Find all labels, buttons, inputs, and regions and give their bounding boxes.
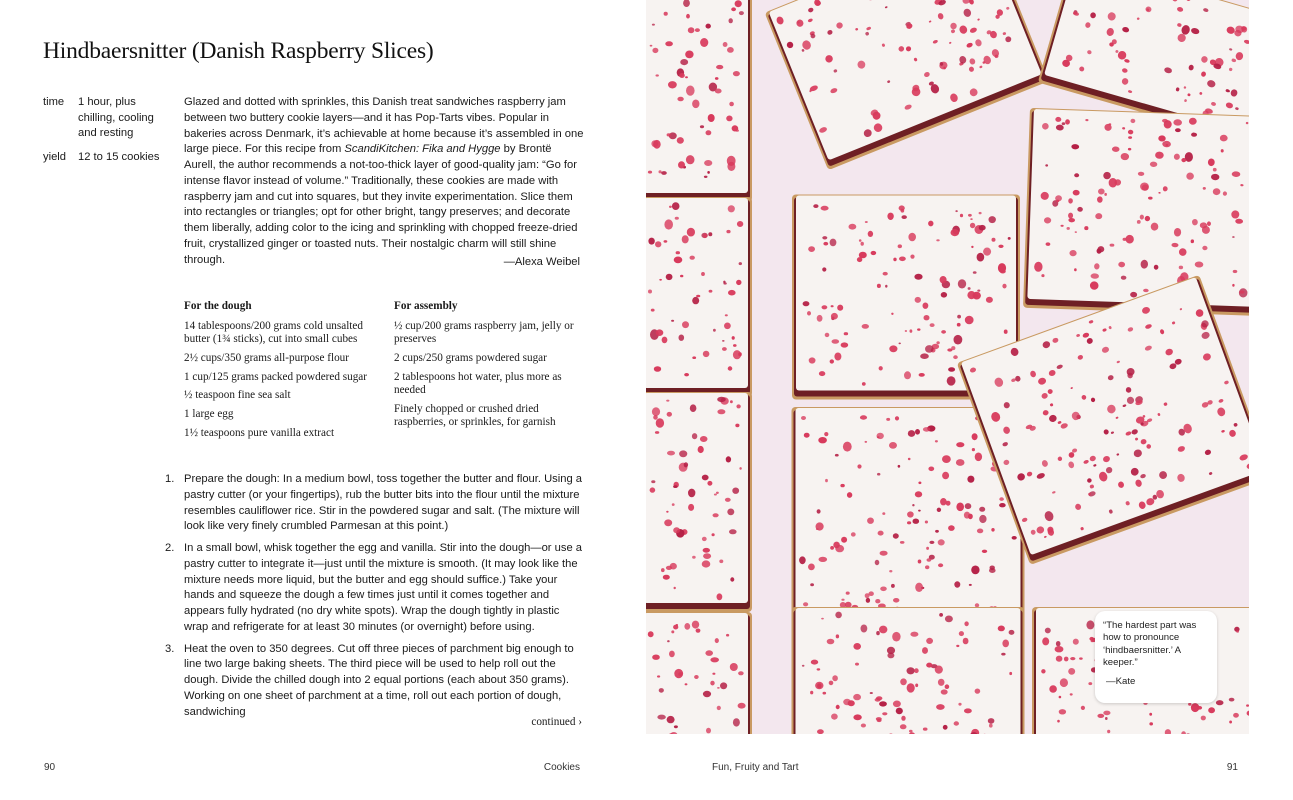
ingredient-item: Finely chopped or crushed dried raspberries, or sprinkles, for garnish [394, 402, 556, 429]
step-number: 1. [165, 473, 175, 485]
ingredient-item: 1 large egg [184, 408, 234, 421]
ingredients-dough-list [184, 320, 384, 441]
step-number: 3. [165, 642, 175, 655]
ingredients-assembly-list [394, 320, 584, 430]
ingredient-item: 2 tablespoons hot water, plus more as needed [394, 370, 562, 397]
step-3 [165, 642, 585, 721]
step-number: 2. [165, 542, 175, 554]
ingredient-item: 1 cup/125 grams packed powdered sugar [184, 370, 367, 383]
quote-text: “The hardest part was how to pronounce ‘hindbaersnitter.’ A keeper.” [1103, 620, 1197, 669]
cookie-slice [646, 612, 752, 734]
quote-attribution: —Kate [1106, 675, 1136, 687]
section-name-left: Cookies [543, 762, 580, 773]
ingredients-assembly [394, 300, 584, 435]
page-number-right: 91 [1226, 762, 1238, 773]
intro-text-2: by Brontë Aurell, the author recommends a not-too-thick layer of good-quality jam: “Go for intense flavor instead of volume.” Traditionally, these cookies are made with raspberry jam and cut into squares, but they invite experimentation. Slice them into rectangles or triangles; opt for other bright, tangy preserves; and decorate them liberally, adding color to the icing and sprinkling with chopped freeze-dried fruit, crystallized ginger or toasted nuts. Their nostalgic charm will still shine through. [184, 143, 578, 266]
meta-yield-label: yield [43, 150, 67, 163]
meta-yield [43, 150, 170, 166]
recipe-title: Hindbaersnitter (Danish Raspberry Slices) [43, 38, 434, 64]
ingredients-dough [184, 300, 384, 446]
cookie-slice [1023, 108, 1249, 316]
meta-time-value: 1 hour, plus chilling, cooling and resting [78, 96, 154, 140]
intro-byline: —Alexa Weibel [503, 256, 580, 268]
ingredient-item: 2 cups/250 grams powdered sugar [394, 351, 547, 364]
cookie-slice [646, 197, 752, 397]
left-page [0, 0, 646, 800]
reader-quote-card [1095, 611, 1217, 703]
recipe-steps [165, 472, 585, 726]
recipe-meta [43, 95, 170, 165]
meta-time [43, 95, 170, 142]
step-text: Prepare the dough: In a medium bowl, toss together the butter and flour. Using a pastry cutter (or your fingertips), rub the butter bits into the flour until the mixture resembles cauliflower rice. Stir in the powdered sugar and salt. (The mixture will look like very finely crumbled Parmesan at this point.) [184, 473, 583, 533]
meta-time-label: time [43, 96, 65, 108]
page-number-left: 90 [44, 762, 56, 773]
section-name-right: Fun, Fruity and Tart [712, 762, 799, 773]
cookie-slice [765, 0, 1049, 170]
intro-text-1: Glazed and dotted with sprinkles, this Danish treat sandwiches raspberry jam between two buttery cookie layers—and it has Pop-Tarts vibes. Popular in bakeries across Denmark, it’s achievable at home because it’s assembled in one large piece. For this recipe from [184, 96, 584, 156]
meta-yield-value: 12 to 15 cookies [78, 150, 160, 163]
ingredients-assembly-heading: For assembly [394, 300, 458, 312]
step-text: In a small bowl, whisk together the egg and vanilla. Stir into the dough—or use a pastry cutter to integrate it—just until the mixture is smooth. (It may look like the mixture needs more liquid, but the butter and egg should suffice.) Take your hands and squeeze the dough a few times just until it comes together and appears fully hydrated (no dry white spots). Wrap the dough tightly in plastic wrap and refrigerate for at least 30 minutes (or overnight) before using. [184, 542, 583, 633]
cookie-slice [792, 607, 1025, 734]
continued-link[interactable]: continued › [531, 716, 582, 728]
cookie-slice [646, 392, 752, 612]
raspberry-slices-photo [646, 0, 1249, 734]
step-text: Heat the oven to 350 degrees. Cut off three pieces of parchment big enough to line two large baking sheets. The third piece will be used to help roll out the dough. Divide the chilled dough into 2 equal portions (each about 350 grams). Working on one sheet of parchment at a time, roll out each portion of dough, sandwiching [184, 642, 574, 718]
recipe-intro [184, 95, 584, 268]
right-page [646, 0, 1293, 800]
ingredient-item: ½ cup/200 grams raspberry jam, jelly or preserves [394, 319, 574, 345]
ingredient-item: 2½ cups/350 grams all-purpose flour [184, 351, 349, 364]
ingredients-dough-heading: For the dough [184, 300, 252, 312]
step-2 [165, 541, 585, 636]
cookie-slice [646, 0, 752, 202]
step-1 [165, 472, 585, 535]
intro-book-title: ScandiKitchen: Fika and Hygge [344, 143, 501, 156]
ingredient-item: 1½ teaspoons pure vanilla extract [184, 426, 335, 439]
ingredient-item: ½ teaspoon fine sea salt [184, 389, 291, 402]
ingredient-item: 14 tablespoons/200 grams cold unsalted butter (1¾ sticks), cut into small cubes [184, 319, 363, 345]
